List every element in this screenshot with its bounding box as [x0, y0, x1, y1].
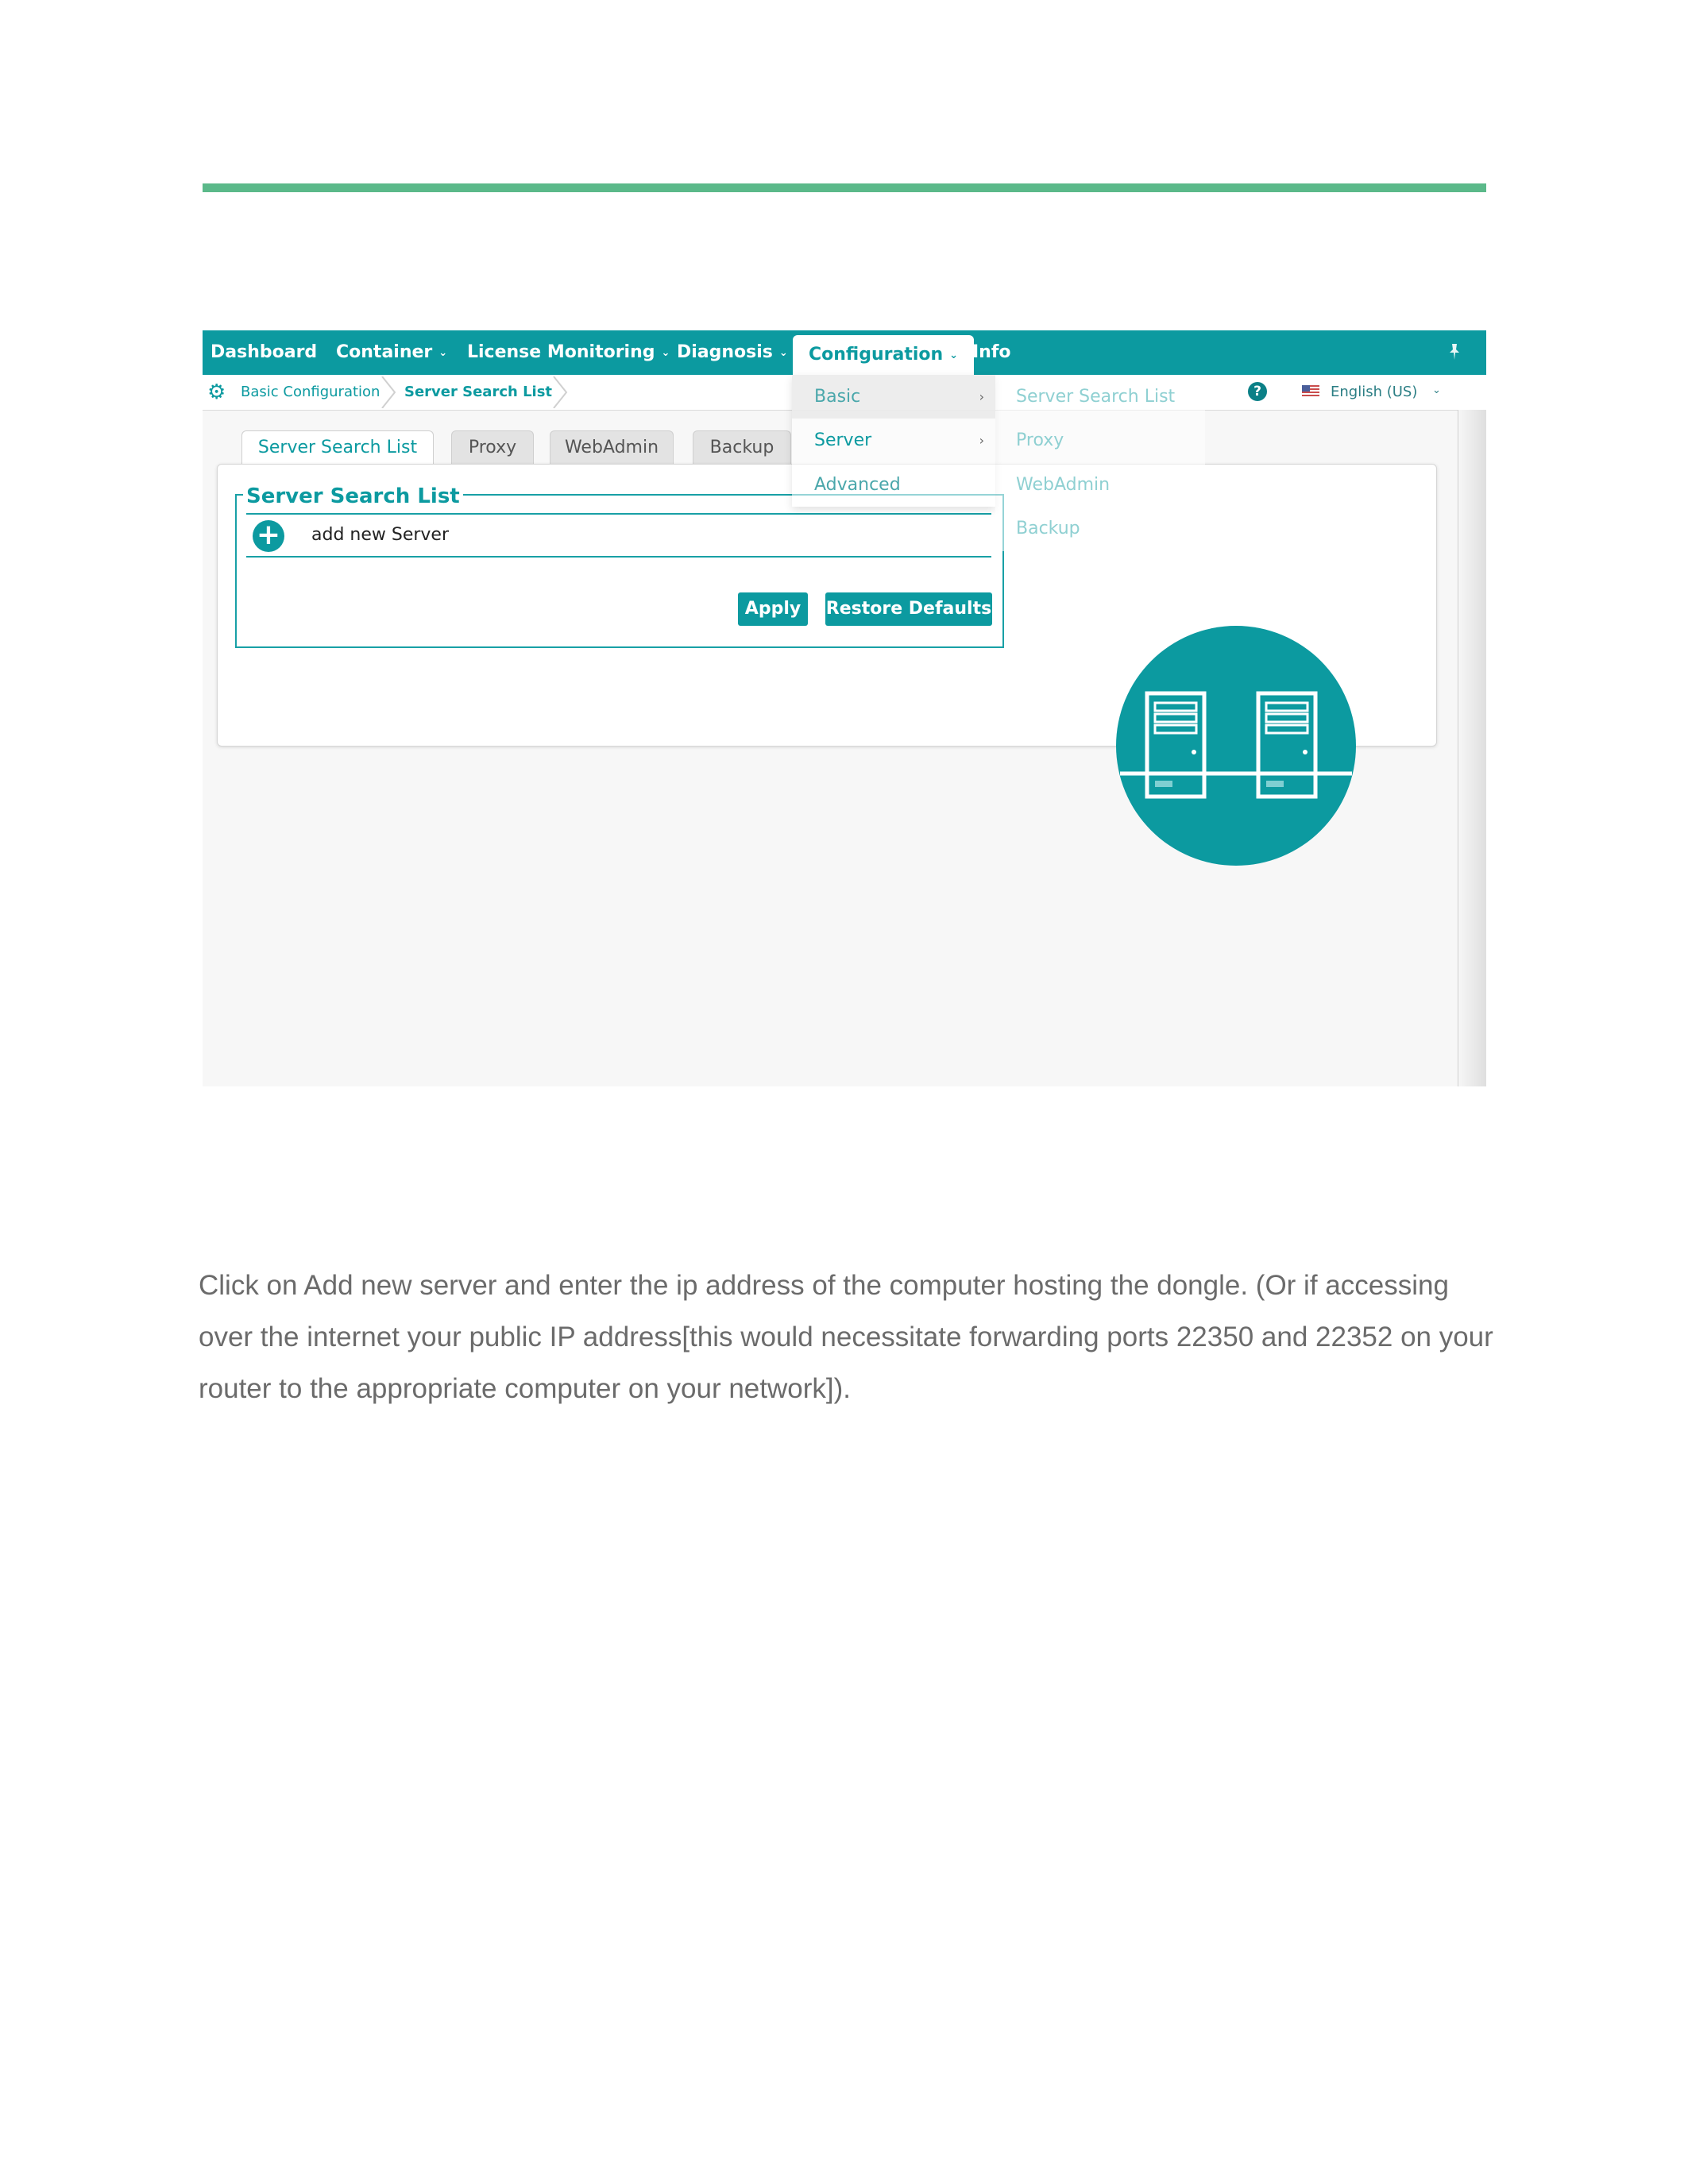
header-rule [203, 183, 1486, 192]
breadcrumb-basic-configuration[interactable]: Basic Configuration [241, 384, 380, 400]
scrollbar[interactable] [1458, 410, 1486, 1086]
help-icon[interactable]: ? [1248, 382, 1267, 401]
nav-diagnosis[interactable] [677, 330, 788, 375]
chevron-right-icon: › [979, 389, 984, 404]
menu-item-server[interactable] [792, 419, 995, 462]
nav-license-monitoring[interactable] [467, 330, 670, 375]
submenu-item-backup[interactable]: Backup [1016, 519, 1080, 538]
chevron-down-icon: ⌄ [778, 347, 788, 359]
menu-item-basic[interactable] [792, 375, 995, 419]
nav-info-label: Info [972, 342, 1011, 362]
add-new-server-link[interactable]: add new Server [311, 525, 450, 545]
breadcrumb-separator-icon [379, 376, 398, 408]
divider [246, 556, 991, 558]
tab-backup[interactable]: Backup [693, 430, 791, 465]
chevron-down-icon: ⌄ [661, 347, 670, 359]
chevron-down-icon: ⌄ [949, 349, 959, 361]
nav-info[interactable] [972, 330, 1011, 375]
menu-item-basic-label: Basic [814, 387, 861, 407]
gear-icon: ⚙ [207, 380, 226, 404]
divider [246, 513, 991, 515]
breadcrumb-separator-icon [550, 376, 570, 408]
menu-item-advanced-label: Advanced [814, 475, 901, 495]
menu-item-server-label: Server [814, 430, 872, 450]
pin-icon[interactable] [1447, 343, 1462, 365]
tab-server-search-list[interactable]: Server Search List [241, 430, 434, 465]
us-flag-icon [1302, 385, 1319, 397]
nav-container[interactable] [336, 330, 447, 375]
nav-configuration-label: Configuration [809, 345, 944, 365]
breadcrumb-server-search-list: Server Search List [404, 384, 553, 400]
menu-item-advanced[interactable] [792, 463, 995, 507]
screenshot-frame [203, 330, 1486, 1086]
chevron-right-icon: › [979, 433, 984, 448]
chevron-down-icon[interactable]: ⌄ [1432, 384, 1441, 396]
instruction-paragraph: Click on Add new server and enter the ip address of the computer hosting the dongle. (Or if accessing over the internet your public IP address[this would necessitate forwarding ports 22350 and 22352 on your router to the appropriate computer on your network]). [199, 1270, 1493, 1404]
nav-configuration[interactable] [793, 335, 974, 375]
add-icon[interactable]: + [253, 520, 284, 552]
servers-illustration [1115, 625, 1357, 866]
restore-defaults-button[interactable]: Restore Defaults [825, 592, 992, 626]
chevron-down-icon: ⌄ [438, 347, 448, 359]
fieldset-legend: Server Search List [243, 484, 463, 508]
tab-proxy[interactable]: Proxy [451, 430, 534, 465]
submenu-item-server-search-list[interactable]: Server Search List [1016, 387, 1176, 407]
configuration-dropdown [792, 375, 995, 507]
basic-submenu [995, 375, 1205, 551]
language-selector[interactable]: English (US) [1331, 384, 1418, 400]
nav-dashboard[interactable] [211, 330, 317, 375]
tab-webadmin[interactable]: WebAdmin [550, 430, 674, 465]
nav-dashboard-label: Dashboard [211, 342, 318, 362]
apply-button[interactable]: Apply [738, 592, 808, 626]
nav-diagnosis-label: Diagnosis [677, 342, 773, 362]
submenu-item-proxy[interactable]: Proxy [1016, 430, 1064, 450]
submenu-item-webadmin[interactable]: WebAdmin [1016, 475, 1111, 495]
nav-container-label: Container [336, 342, 433, 362]
nav-license-monitoring-label: License Monitoring [467, 342, 655, 362]
top-navigation [203, 330, 1486, 375]
